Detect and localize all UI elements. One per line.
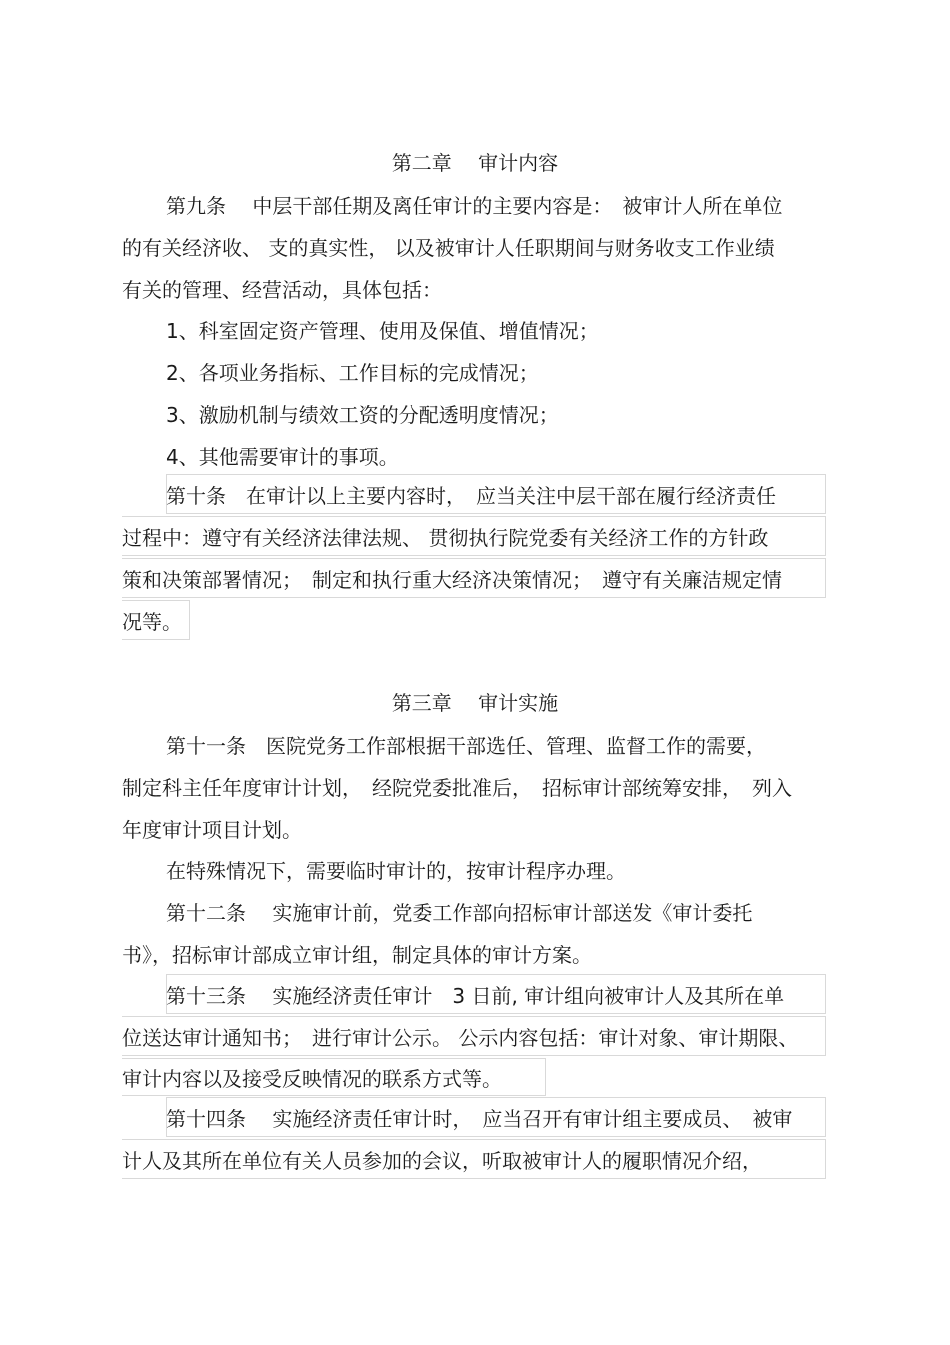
paragraph-line: 第十一条 医院党务工作部根据干部选任、管理、监督工作的需要， [166,734,766,758]
paragraph-line: 过程中：遵守有关经济法律法规、 贯彻执行院党委有关经济工作的方针政 [122,526,769,550]
paragraph-line: 计人及其所在单位有关人员参加的会议，听取被审计人的履职情况介绍， [122,1149,762,1173]
paragraph-line: 的有关经济收、 支的真实性， 以及被审计人任职期间与财务收支工作业绩 [122,236,775,260]
chapter-title: 第二章 审计内容 [391,151,559,175]
list-item: 3、激励机制与绩效工资的分配透明度情况； [166,403,559,427]
paragraph-line: 制定科主任年度审计计划， 经院党委批准后， 招标审计部统筹安排， 列入 [122,776,792,800]
paragraph-line: 有关的管理、经营活动，具体包括： [122,278,442,302]
paragraph-line: 策和决策部署情况； 制定和执行重大经济决策情况； 遵守有关廉洁规定情 [122,568,782,592]
list-item: 1、科室固定资产管理、使用及保值、增值情况； [166,319,599,343]
paragraph-line: 第十二条 实施审计前，党委工作部向招标审计部送发《审计委托 [166,901,753,925]
paragraph-line: 书》，招标审计部成立审计组，制定具体的审计方案。 [122,943,592,967]
paragraph-line: 在特殊情况下，需要临时审计的，按审计程序办理。 [166,859,626,883]
paragraph-line: 年度审计项目计划。 [122,818,302,842]
paragraph-line: 第十三条 实施经济责任审计 3 日前, 审计组向被审计人及其所在单 [166,984,785,1008]
paragraph-line: 位送达审计通知书； 进行审计公示。 公示内容包括：审计对象、审计期限、 [122,1026,799,1050]
list-item: 2、各项业务指标、工作目标的完成情况； [166,361,539,385]
paragraph-line: 况等。 [122,610,182,634]
paragraph-line: 审计内容以及接受反映情况的联系方式等。 [122,1067,502,1091]
paragraph-line: 第九条 中层干部任期及离任审计的主要内容是： 被审计人所在单位 [166,194,783,218]
chapter-title: 第三章 审计实施 [391,691,559,715]
paragraph-line: 第十条 在审计以上主要内容时， 应当关注中层干部在履行经济责任 [166,484,776,508]
paragraph-line: 第十四条 实施经济责任审计时， 应当召开有审计组主要成员、 被审 [166,1107,793,1131]
list-item: 4、其他需要审计的事项。 [166,445,399,469]
